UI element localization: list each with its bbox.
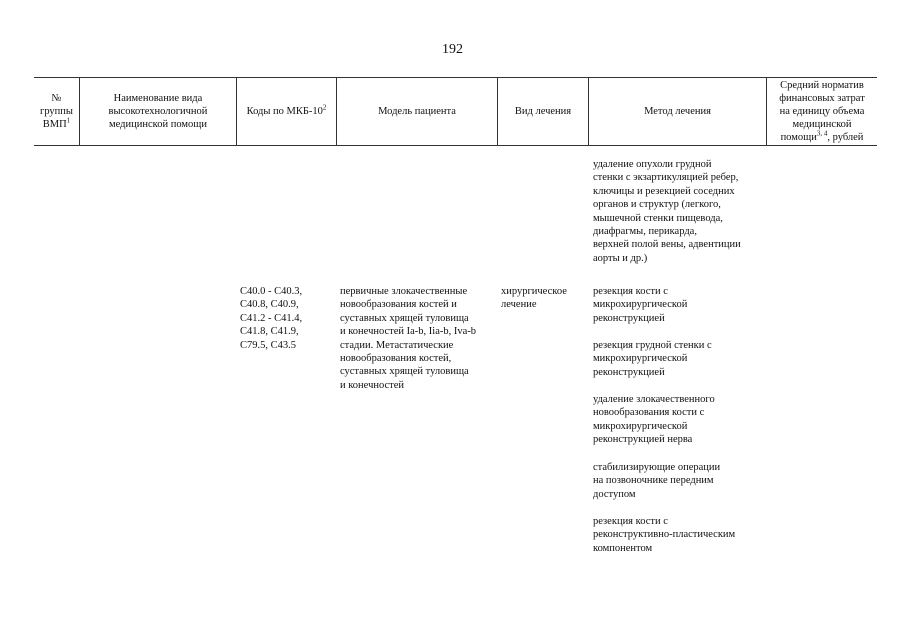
method-cell: резекция кости с микрохирургической реконструкцией <box>593 286 688 324</box>
header-model <box>337 77 497 145</box>
header-method-label: Метод лечения <box>644 105 711 117</box>
header-group <box>34 77 79 145</box>
header-codes <box>237 77 336 145</box>
header-group-footnote: 1 <box>66 116 71 124</box>
method-cell: резекция кости с реконструктивно-пластическим компонентом <box>593 516 736 554</box>
header-norm-footnote: 3, 4 <box>816 129 828 137</box>
page-number: 192 <box>442 42 463 57</box>
method-cell: стабилизирующие операции на позвоночнике передним доступом <box>593 462 721 500</box>
method-cell: удаление опухоли грудной стенки с экзартикуляцией ребер, ключицы и резекцией соседних органов и структур (легкого, мышечной стенки пищевода, диафрагмы, перикарда, верхней полой вены, адвентиции аорты и др.) <box>593 159 741 264</box>
header-norm <box>767 77 877 145</box>
header-norm-suffix: , рублей <box>827 131 864 143</box>
table-header-bottom-border <box>34 145 877 146</box>
header-norm-label: Средний норматив финансовых затрат на единицу объема медицинской помощи <box>779 79 865 143</box>
header-name <box>80 77 236 145</box>
treatment-type-cell: хирургическое лечение <box>501 286 567 311</box>
header-codes-footnote: 2 <box>322 103 327 111</box>
patient-model-cell: первичные злокачественные новообразования костей и суставных хрящей туловища и конечностей Ia-b, Iia-b, Iva-b стадии. Метастатические новообразования костей, суставных хрящей туловища и конечностей <box>340 286 477 391</box>
icd-codes-cell: C40.0 - C40.3, C40.8, C40.9, C41.2 - C41.4, C41.8, C41.9, C79.5, C43.5 <box>240 286 303 351</box>
header-name-label: Наименование вида высокотехнологичной медицинской помощи <box>108 92 208 130</box>
header-codes-label: Коды по МКБ-10 <box>246 105 323 117</box>
method-cell: удаление злокачественного новообразования кости с микрохирургической реконструкцией нерва <box>593 394 715 446</box>
header-treatment-type-label: Вид лечения <box>514 105 572 117</box>
header-method <box>589 77 766 145</box>
header-model-label: Модель пациента <box>378 105 456 117</box>
header-treatment-type <box>498 77 588 145</box>
method-cell: резекция грудной стенки с микрохирургической реконструкцией <box>593 340 712 378</box>
header-group-label: № группы ВМП <box>40 92 73 130</box>
